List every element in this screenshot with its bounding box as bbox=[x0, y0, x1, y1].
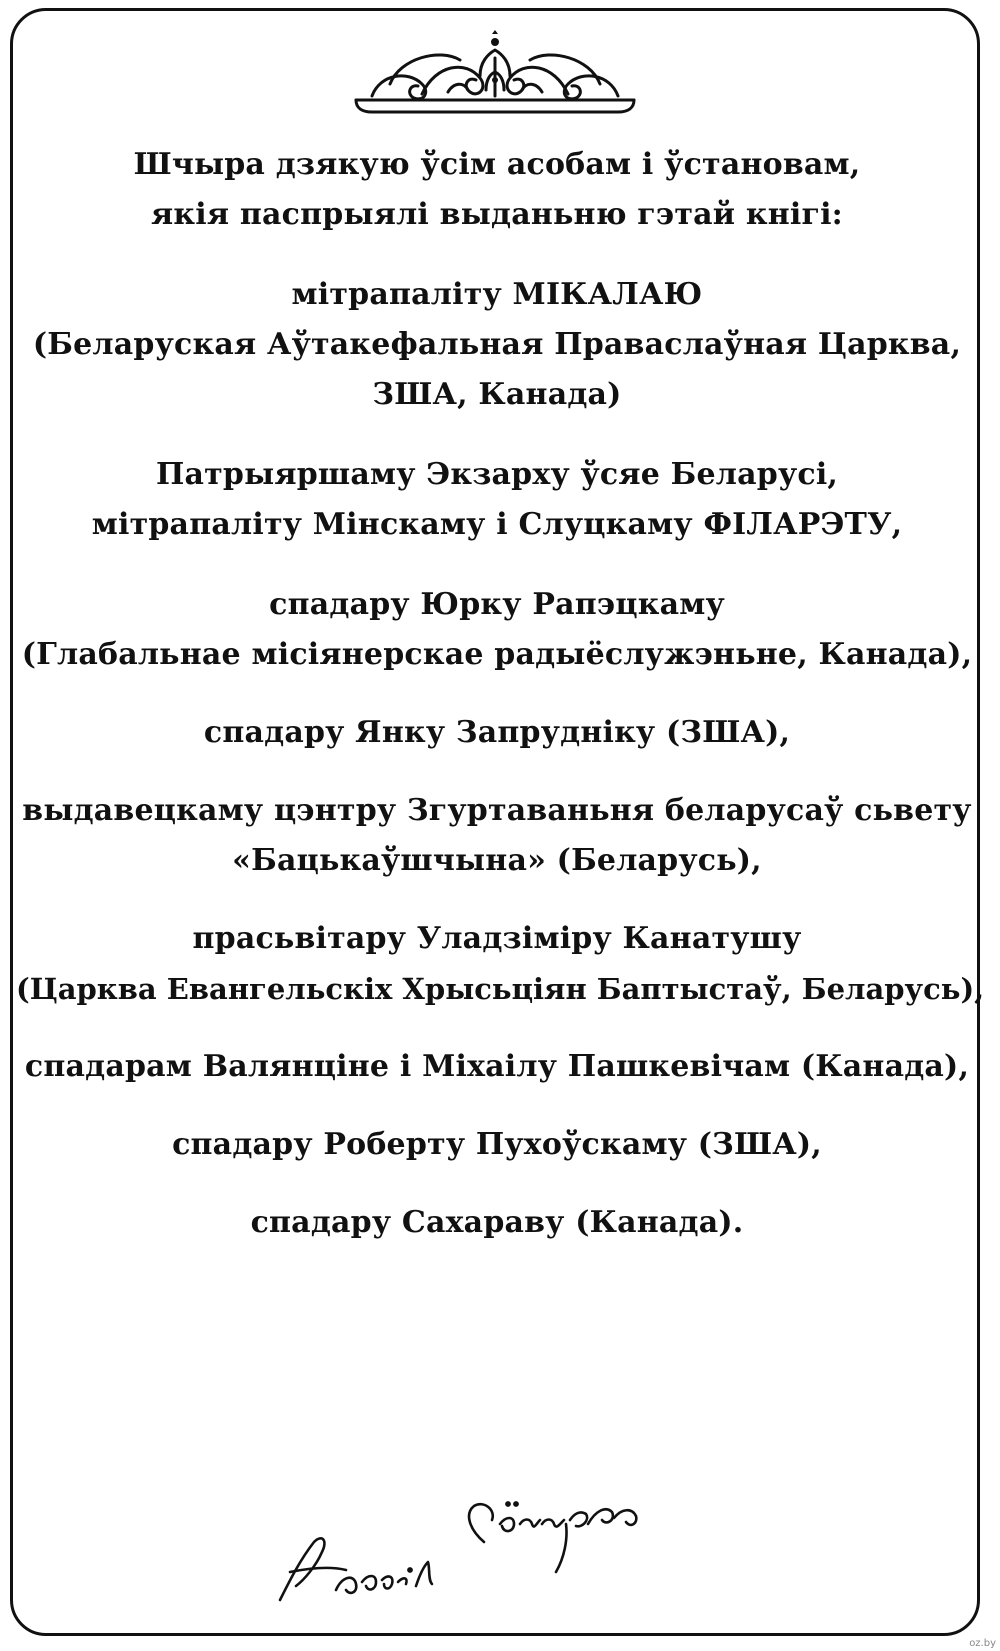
entry-yurka-rapetski bbox=[16, 580, 978, 680]
entry-yanka-zaprudnik bbox=[16, 708, 978, 758]
entry-uladzimir-kanatush bbox=[16, 914, 985, 1014]
entry-line: спадарам Валянціне і Міхаілу Пашкевічам (Канада), bbox=[24, 1049, 970, 1084]
decorative-ornament-icon bbox=[350, 30, 640, 116]
entry-line: выдавецкаму цэнтру Згуртаваньня беларусаў сьвету bbox=[22, 793, 972, 828]
entry-line: (Беларуская Аўтакефальная Праваслаўная Царква, bbox=[32, 327, 962, 362]
entry-line: спадару Сахараву (Канада). bbox=[250, 1205, 744, 1240]
entry-line: (Глабальнае місіянерскае радыёслужэньне, Канада), bbox=[21, 637, 973, 672]
entry-line: спадару Юрку Рапэцкаму bbox=[269, 587, 725, 622]
entry-line: «Бацькаўшчына» (Беларусь), bbox=[232, 843, 762, 878]
entry-metropolitan-mikalay bbox=[16, 270, 978, 420]
acknowledgements-text bbox=[16, 140, 985, 1248]
entry-robert-pukhouski bbox=[16, 1120, 978, 1170]
entry-line: прасьвітару Уладзіміру Канатушу bbox=[192, 921, 802, 956]
intro-line: якія паспрыялі выданьню гэтай кнігі: bbox=[151, 197, 843, 232]
intro-paragraph bbox=[16, 140, 978, 240]
intro-line: Шчыра дзякую ўсім асобам і ўстановам, bbox=[133, 147, 861, 182]
entry-sakharau bbox=[16, 1198, 978, 1248]
handwritten-signature bbox=[270, 1480, 700, 1610]
entry-line: (Царква Евангельскіх Хрысьціян Баптыстаў, Беларусь), bbox=[16, 972, 985, 1006]
entry-line: спадару Роберту Пухоўскаму (ЗША), bbox=[172, 1127, 822, 1162]
entry-exarch-filaret bbox=[16, 450, 978, 550]
entry-pashkevich bbox=[16, 1042, 978, 1092]
entry-line: мітрапаліту МІКАЛАЮ bbox=[291, 277, 703, 312]
entry-line: Патрыяршаму Экзарху ўсяе Беларусі, bbox=[155, 457, 839, 492]
entry-line: ЗША, Канада) bbox=[372, 377, 622, 412]
watermark: oz.by bbox=[969, 1638, 996, 1649]
entry-batskaushchyna bbox=[16, 786, 978, 886]
entry-line: мітрапаліту Мінскаму і Слуцкаму ФІЛАРЭТУ, bbox=[91, 507, 903, 542]
entry-line: спадару Янку Запрудніку (ЗША), bbox=[203, 715, 791, 750]
